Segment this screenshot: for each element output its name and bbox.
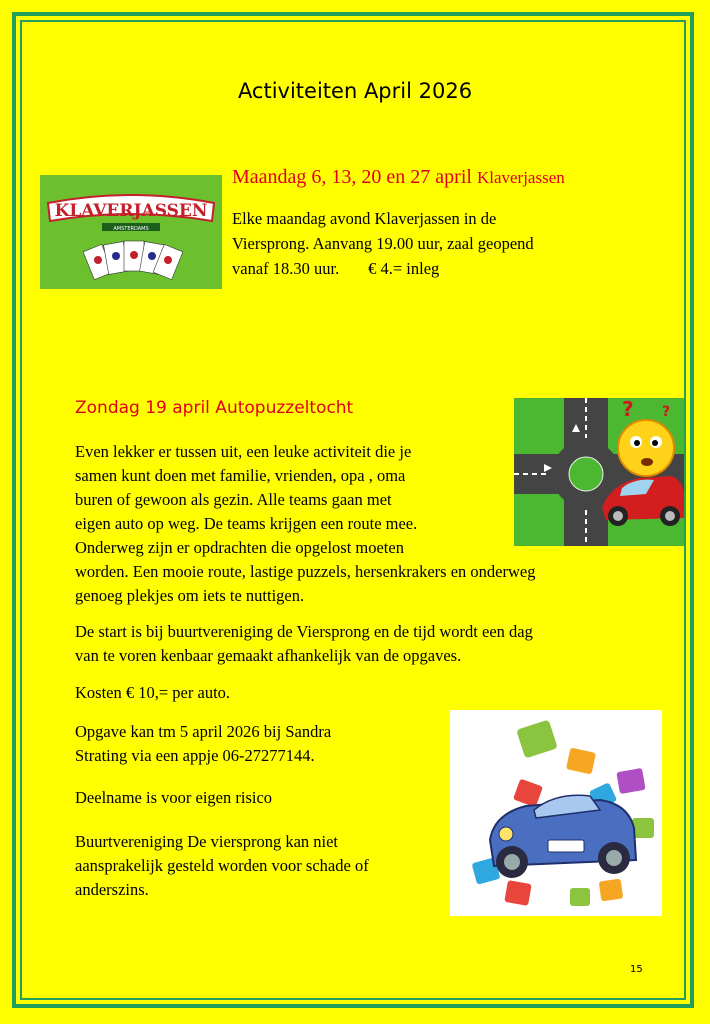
logo-text: KLAVERJASSEN [54, 201, 208, 221]
klaverjassen-heading [232, 166, 565, 189]
text-line: Onderweg zijn er opdrachten die opgelost moeten [75, 538, 404, 557]
klaverjassen-heading-name: Klaverjassen [476, 168, 565, 187]
autopuzzel-disclaimer [75, 830, 369, 902]
text-line: van te voren kenbaar gemaakt afhankelijk van de opgaves. [75, 646, 462, 665]
text-line: aansprakelijk gesteld worden voor schade of [75, 856, 369, 875]
klaverjassen-line: Elke maandag avond Klaverjassen in de [232, 209, 497, 228]
puzzle-car-image [450, 710, 662, 916]
autopuzzel-opgave [75, 720, 331, 768]
klaverjassen-heading-date: Maandag 6, 13, 20 en 27 april [232, 166, 472, 188]
svg-text:?: ? [662, 404, 671, 420]
text-line: eigen auto op weg. De teams krijgen een route mee. [75, 514, 418, 533]
logo-subtext: AMSTERDAMS [113, 226, 149, 232]
text-line: worden. Een mooie route, lastige puzzels, hersenkrakers en onderweg [75, 562, 536, 581]
text-line: samen kunt doen met familie, vrienden, opa , oma [75, 466, 406, 485]
text-line: Strating via een appje 06-27277144. [75, 746, 315, 765]
text-line: Buurtvereniging De viersprong kan niet [75, 832, 339, 851]
text-line: Opgave kan tm 5 april 2026 bij Sandra [75, 722, 332, 741]
page-title: Activiteiten April 2026 [237, 79, 473, 103]
klaverjassen-description [232, 206, 632, 281]
autopuzzel-start-info [75, 620, 645, 668]
text-line: buren of gewoon als gezin. Alle teams gaan met [75, 490, 392, 509]
text-line: anderszins. [75, 880, 149, 899]
autopuzzel-risico: Deelname is voor eigen risico [75, 788, 273, 807]
autopuzzel-heading: Zondag 19 april Autopuzzeltocht [75, 398, 354, 418]
svg-text:?: ? [622, 398, 634, 421]
klaverjassen-line: Viersprong. Aanvang 19.00 uur, zaal geopend [232, 234, 534, 253]
klaverjassen-logo-image [40, 175, 222, 289]
text-line: Even lekker er tussen uit, een leuke activiteit die je [75, 442, 412, 461]
page-number: 15 [630, 964, 643, 975]
autopuzzel-intro [75, 440, 645, 608]
text-line: De start is bij buurtvereniging de Viersprong en de tijd wordt een dag [75, 622, 533, 641]
klaverjassen-line: vanaf 18.30 uur. € 4.= inleg [232, 259, 440, 278]
text-line: genoeg plekjes om iets te nuttigen. [75, 586, 305, 605]
autopuzzel-kosten: Kosten € 10,= per auto. [75, 683, 231, 702]
